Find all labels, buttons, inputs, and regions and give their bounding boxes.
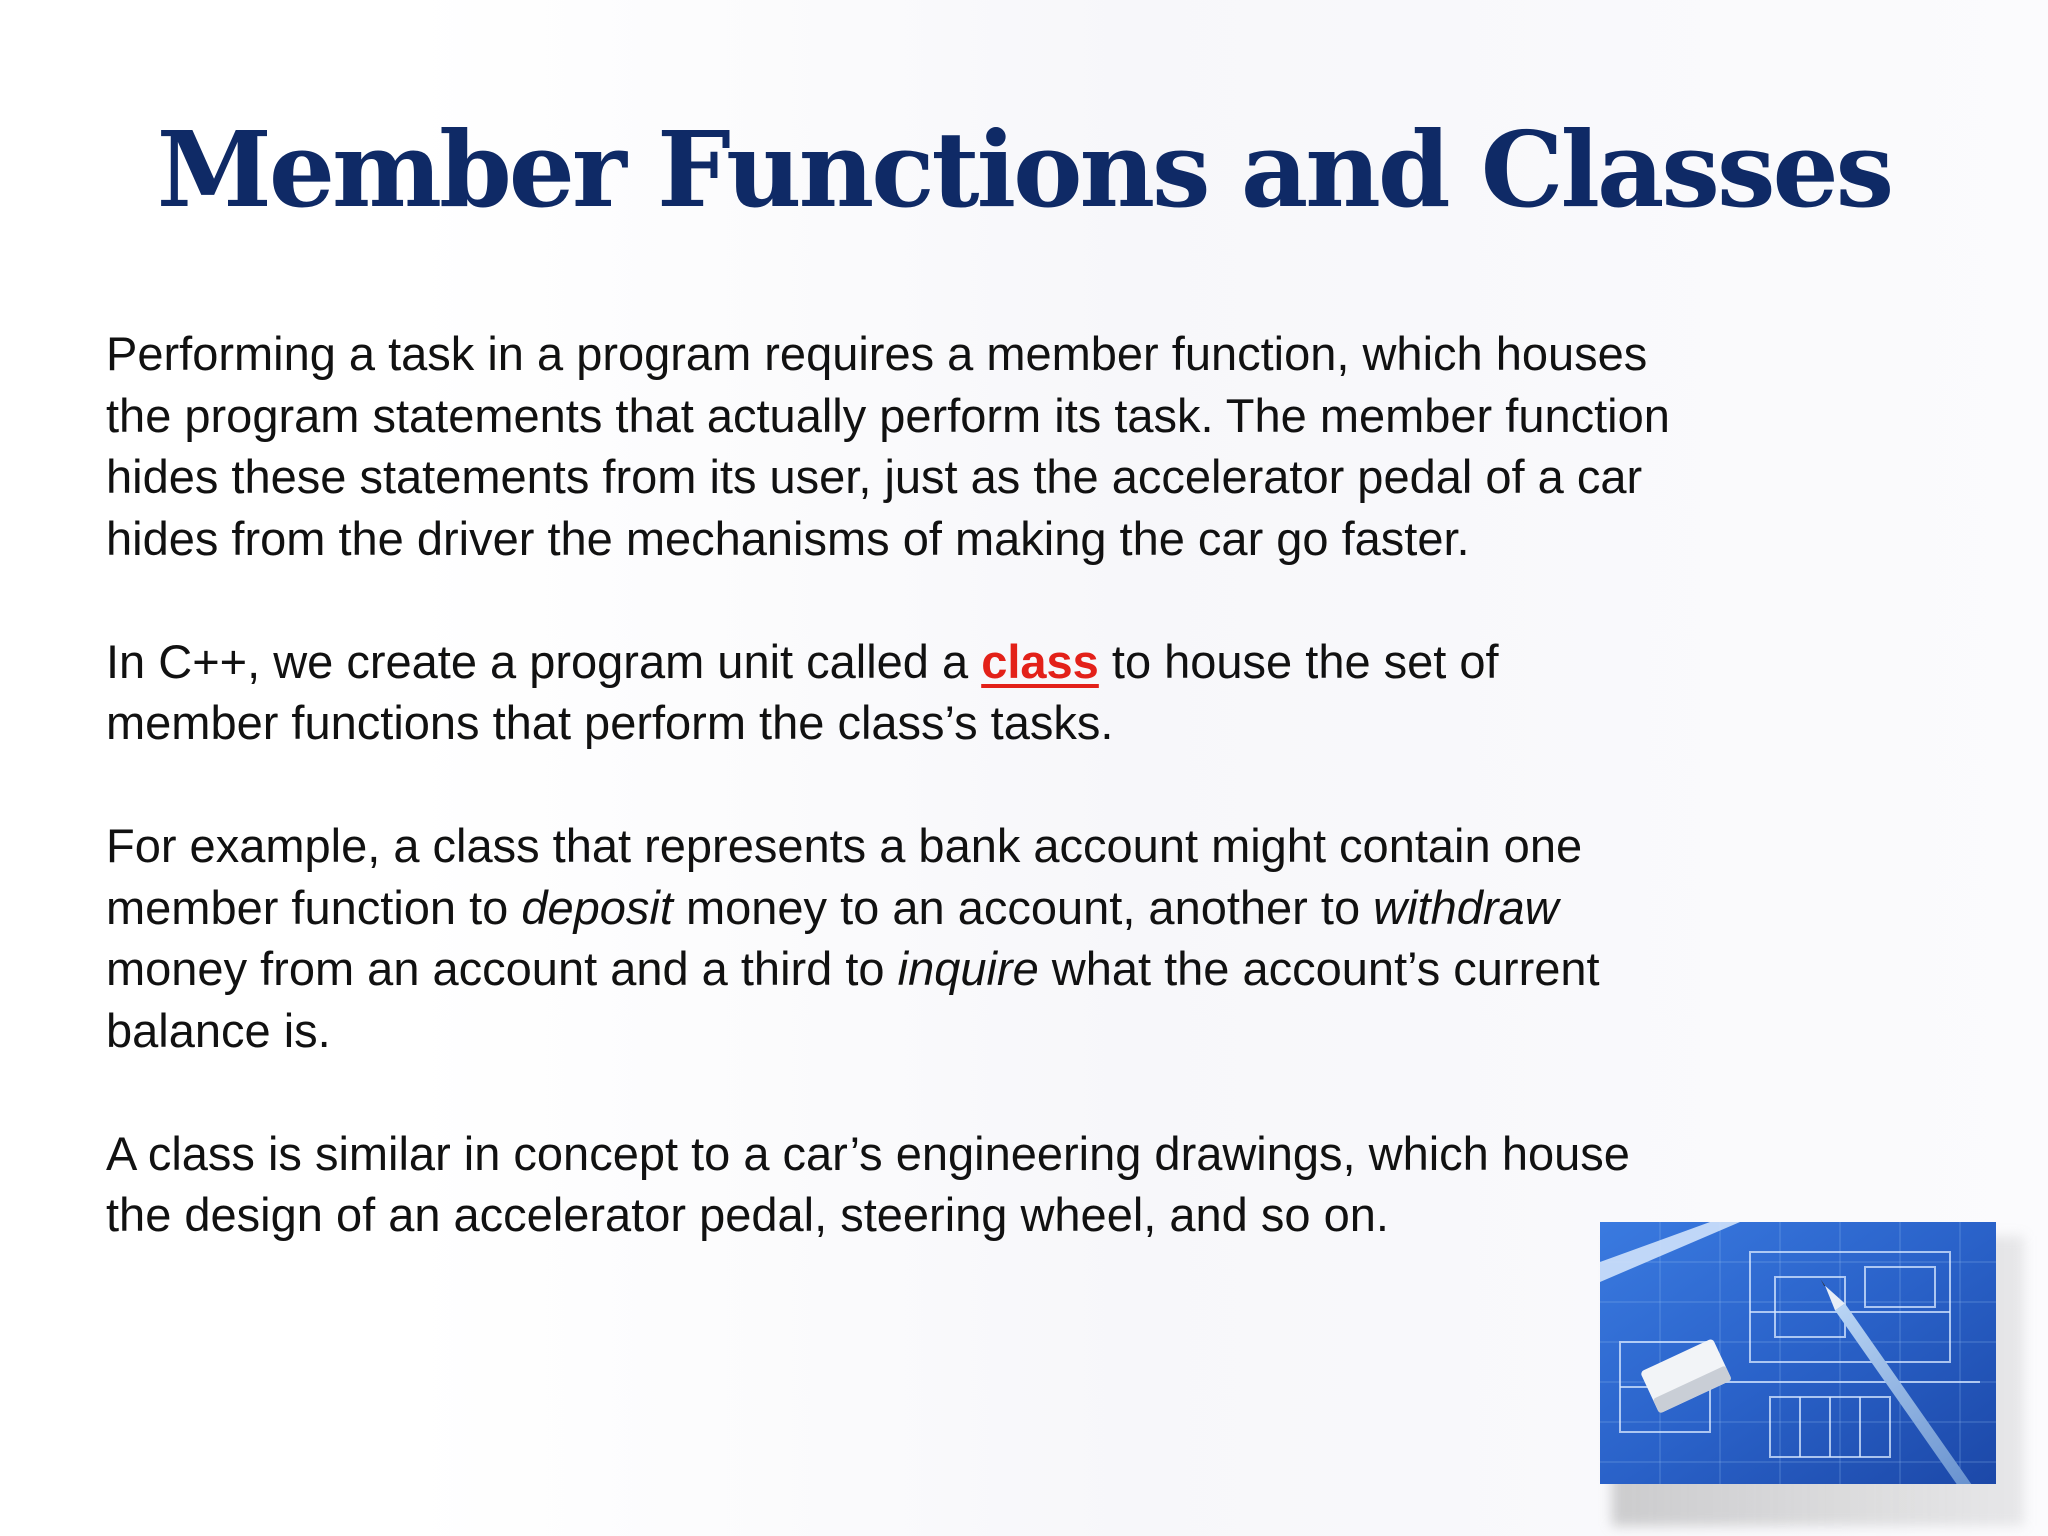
emphasis-deposit: deposit [521,880,673,934]
text-line [106,631,1866,693]
emphasis-withdraw: withdraw [1373,880,1559,934]
slide-body [106,323,1866,1307]
text-line [106,938,1866,1000]
text-line [106,877,1866,939]
text-line: balance is. [106,1003,331,1057]
text-line: the program statements that actually perform its task. The member function [106,388,1670,442]
slide-title: Member Functions and Classes [156,108,1892,231]
blueprint-drawing [1600,1222,1996,1484]
text-line: hides from the driver the mechanisms of making the car go faster. [106,511,1470,565]
text-segment: to house the set of [1098,634,1499,688]
text-line: Performing a task in a program requires a member function, which houses [106,327,1648,380]
blueprint-image [1600,1222,1996,1484]
text-segment: what the account’s current [1038,942,1600,995]
text-segment: member function to [106,880,522,934]
paragraph-bank-example [106,815,1866,1061]
class-keyword-highlight: class [981,634,1099,688]
text-segment: In C++, we create a program unit called a [106,634,982,688]
text-line: A class is similar in concept to a car’s engineering drawings, which house [106,1126,1630,1180]
paragraph-class-definition [106,631,1866,754]
text-segment: money from an account and a third to [106,942,898,995]
emphasis-inquire: inquire [897,942,1039,995]
text-line: the design of an accelerator pedal, steering wheel, and so on. [106,1188,1389,1241]
paragraph-member-function [106,323,1866,569]
text-line: member functions that perform the class’s tasks. [106,696,1114,749]
text-line: hides these statements from its user, just as the accelerator pedal of a car [106,450,1643,503]
text-line: For example, a class that represents a bank account might contain one [106,819,1583,872]
text-segment: money to an account, another to [672,880,1374,934]
